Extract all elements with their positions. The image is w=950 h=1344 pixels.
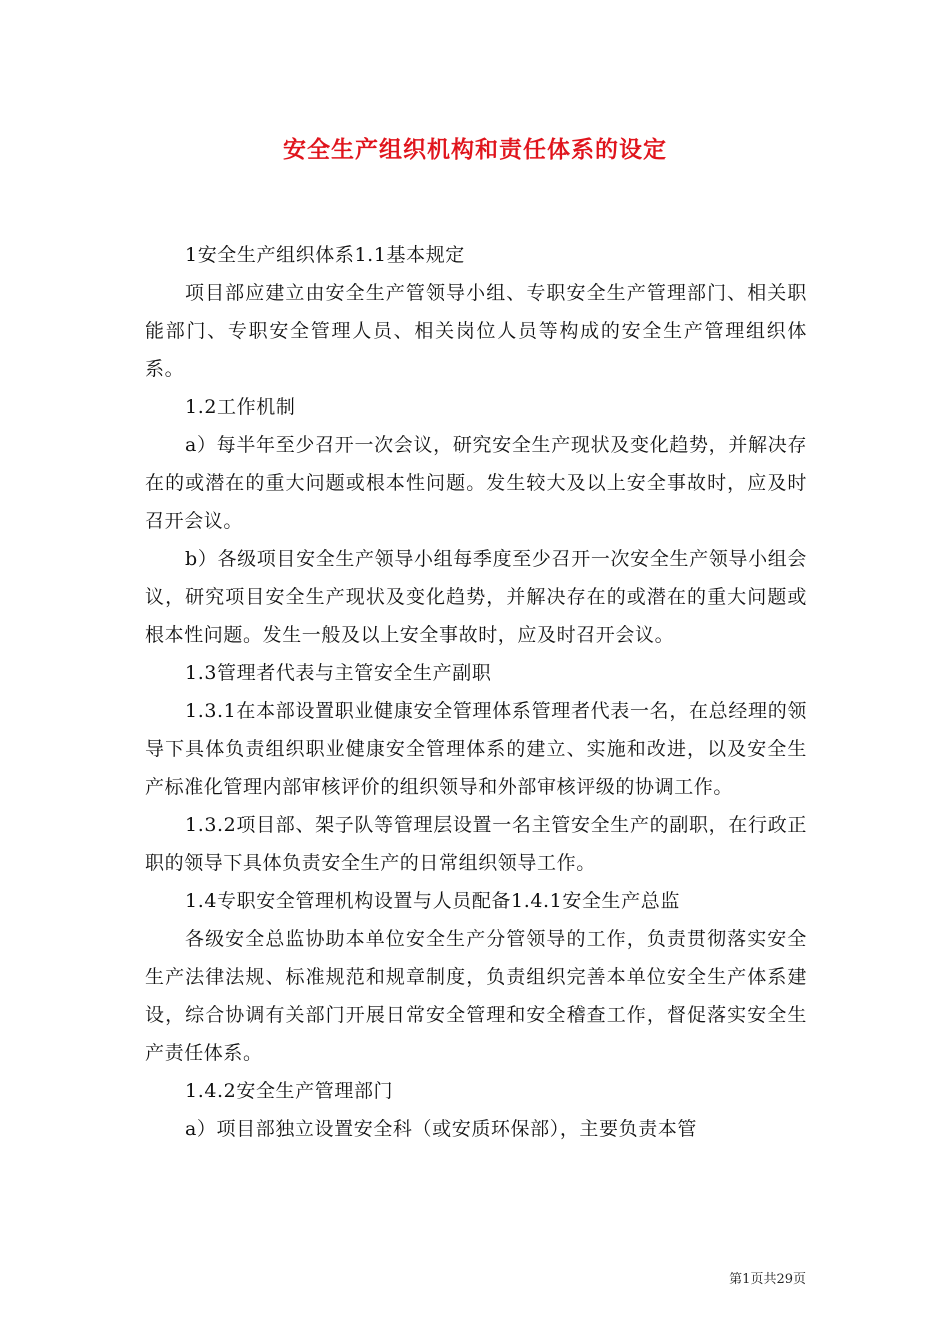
paragraph-10: 各级安全总监协助本单位安全生产分管领导的工作，负责贯彻落实安全生产法律法规、标准规范和规章制度，负责组织完善本单位安全生产体系建设，综合协调有关部门开展日常安全管理和安全稽查工作，督促落实安全生产责任体系。 bbox=[145, 928, 807, 1064]
document-title: 安全生产组织机构和责任体系的设定 bbox=[283, 136, 667, 163]
paragraph-5: b）各级项目安全生产领导小组每季度至少召开一次安全生产领导小组会议，研究项目安全生产现状及变化趋势，并解决存在的或潜在的重大问题或根本性问题。发生一般及以上安全事故时，应及时召开会议。 bbox=[145, 548, 807, 646]
paragraph-8: 1.3.2项目部、架子队等管理层设置一名主管安全生产的副职，在行政正职的领导下具体负责安全生产的日常组织领导工作。 bbox=[145, 814, 807, 874]
paragraph-3: 1.2工作机制 bbox=[185, 396, 296, 418]
paragraph-1: 1安全生产组织体系1.1基本规定 bbox=[185, 244, 465, 266]
paragraph-2: 项目部应建立由安全生产管领导小组、专职安全生产管理部门、相关职能部门、专职安全管理人员、相关岗位人员等构成的安全生产管理组织体系。 bbox=[145, 282, 807, 380]
paragraph-12: a）项目部独立设置安全科（或安质环保部），主要负责本管 bbox=[185, 1118, 698, 1140]
paragraph-6: 1.3管理者代表与主管安全生产副职 bbox=[185, 662, 492, 684]
paragraph-11: 1.4.2安全生产管理部门 bbox=[185, 1080, 394, 1102]
paragraph-7: 1.3.1在本部设置职业健康安全管理体系管理者代表一名，在总经理的领导下具体负责组织职业健康安全管理体系的建立、实施和改进，以及安全生产标准化管理内部审核评价的组织领导和外部审核评级的协调工作。 bbox=[145, 700, 807, 798]
document-body bbox=[145, 236, 807, 1148]
paragraph-9: 1.4专职安全管理机构设置与人员配备1.4.1安全生产总监 bbox=[185, 890, 680, 912]
paragraph-4: a）每半年至少召开一次会议，研究安全生产现状及变化趋势，并解决存在的或潜在的重大问题或根本性问题。发生较大及以上安全事故时，应及时召开会议。 bbox=[145, 434, 807, 532]
page-number-footer: 第1页共29页 bbox=[729, 1272, 806, 1287]
